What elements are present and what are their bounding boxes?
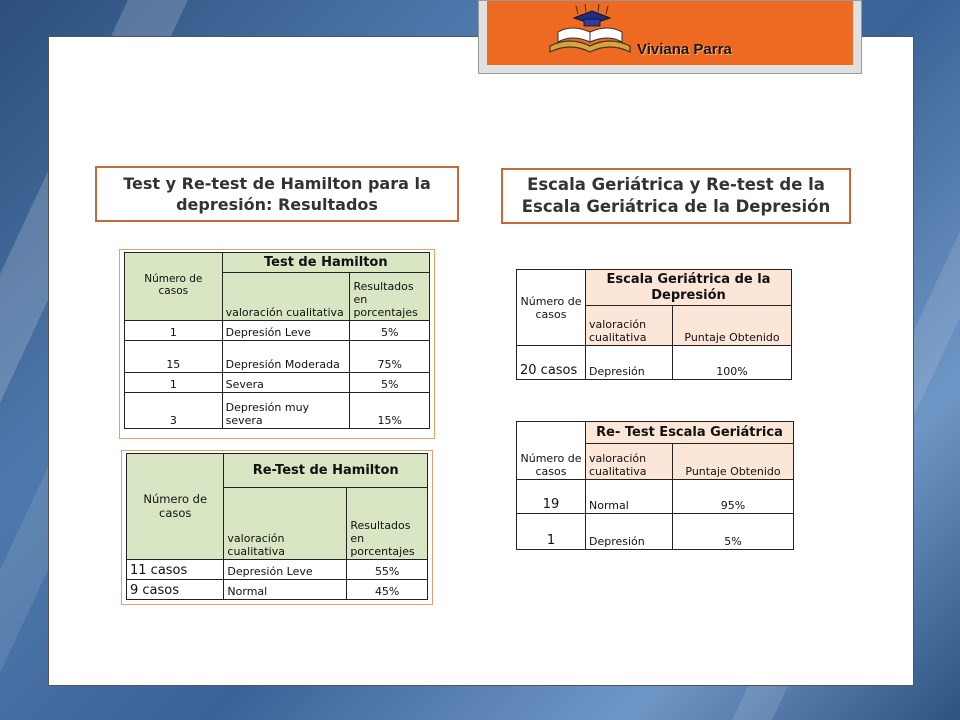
geriatric-title: Escala Geriátrica de la Depresión xyxy=(586,270,792,306)
cell-pct: 75% xyxy=(350,341,430,373)
col-header-cases: Número de casos xyxy=(127,454,224,560)
cell-cases: 19 xyxy=(517,480,586,514)
cell-pct: 55% xyxy=(347,560,428,580)
table-row xyxy=(127,560,428,580)
col-header-qual: valoración cualitativa xyxy=(224,488,347,560)
rehamilton-title: Re-Test de Hamilton xyxy=(224,454,428,488)
hamilton-table-frame xyxy=(119,249,435,439)
table-row xyxy=(125,321,430,341)
cell-qual: Severa xyxy=(222,373,350,393)
cell-cases: 1 xyxy=(517,514,586,550)
cell-cases: 1 xyxy=(125,373,223,393)
col-header-pct: Resultados en porcentajes xyxy=(347,488,428,560)
cell-score: 95% xyxy=(673,480,794,514)
rehamilton-table-frame xyxy=(121,450,433,605)
author-name: Viviana Parra xyxy=(637,41,732,58)
cell-cases: 9 casos xyxy=(127,580,224,600)
col-header-pct: Resultados en porcentajes xyxy=(350,273,430,321)
table-row xyxy=(125,373,430,393)
cell-pct: 45% xyxy=(347,580,428,600)
col-header-cases: Número de casos xyxy=(517,422,586,480)
cell-pct: 5% xyxy=(350,321,430,341)
cell-qual: Depresión muy severa xyxy=(222,393,350,429)
table-row xyxy=(517,346,792,380)
section-title-geriatric: Escala Geriátrica y Re-test de la Escala Geriátrica de la Depresión xyxy=(501,168,851,224)
table-row xyxy=(517,480,794,514)
cell-score: 5% xyxy=(673,514,794,550)
cell-qual: Depresión Moderada xyxy=(222,341,350,373)
cell-cases: 1 xyxy=(125,321,223,341)
cell-qual: Normal xyxy=(586,480,673,514)
cell-qual: Depresión xyxy=(586,514,673,550)
cell-cases: 11 casos xyxy=(127,560,224,580)
cell-qual: Normal xyxy=(224,580,347,600)
cell-cases: 3 xyxy=(125,393,223,429)
geriatric-table xyxy=(516,269,792,380)
hamilton-table xyxy=(124,252,430,429)
table-row xyxy=(517,514,794,550)
col-header-qual: valoración cualitativa xyxy=(222,273,350,321)
book-graduation-cap-icon xyxy=(540,2,640,58)
table-row xyxy=(125,341,430,373)
section-title-hamilton: Test y Re-test de Hamilton para la depresión: Resultados xyxy=(95,166,459,222)
regeriatric-title: Re- Test Escala Geriátrica xyxy=(586,422,794,444)
col-header-score: Puntaje Obtenido xyxy=(673,444,794,480)
hamilton-title: Test de Hamilton xyxy=(222,253,429,273)
col-header-cases: Número de casos xyxy=(125,253,223,321)
cell-qual: Depresión Leve xyxy=(224,560,347,580)
col-header-qual: valoración cualitativa xyxy=(586,306,673,346)
table-row xyxy=(125,393,430,429)
table-row xyxy=(127,580,428,600)
col-header-score: Puntaje Obtenido xyxy=(673,306,792,346)
cell-score: 100% xyxy=(673,346,792,380)
col-header-cases: Número de casos xyxy=(517,270,586,346)
cell-pct: 5% xyxy=(350,373,430,393)
cell-pct: 15% xyxy=(350,393,430,429)
rehamilton-table xyxy=(126,453,428,600)
cell-cases: 15 xyxy=(125,341,223,373)
author-banner xyxy=(478,0,862,74)
cell-qual: Depresión xyxy=(586,346,673,380)
cell-qual: Depresión Leve xyxy=(222,321,350,341)
regeriatric-table xyxy=(516,421,794,550)
cell-cases: 20 casos xyxy=(517,346,586,380)
col-header-qual: valoración cualitativa xyxy=(586,444,673,480)
